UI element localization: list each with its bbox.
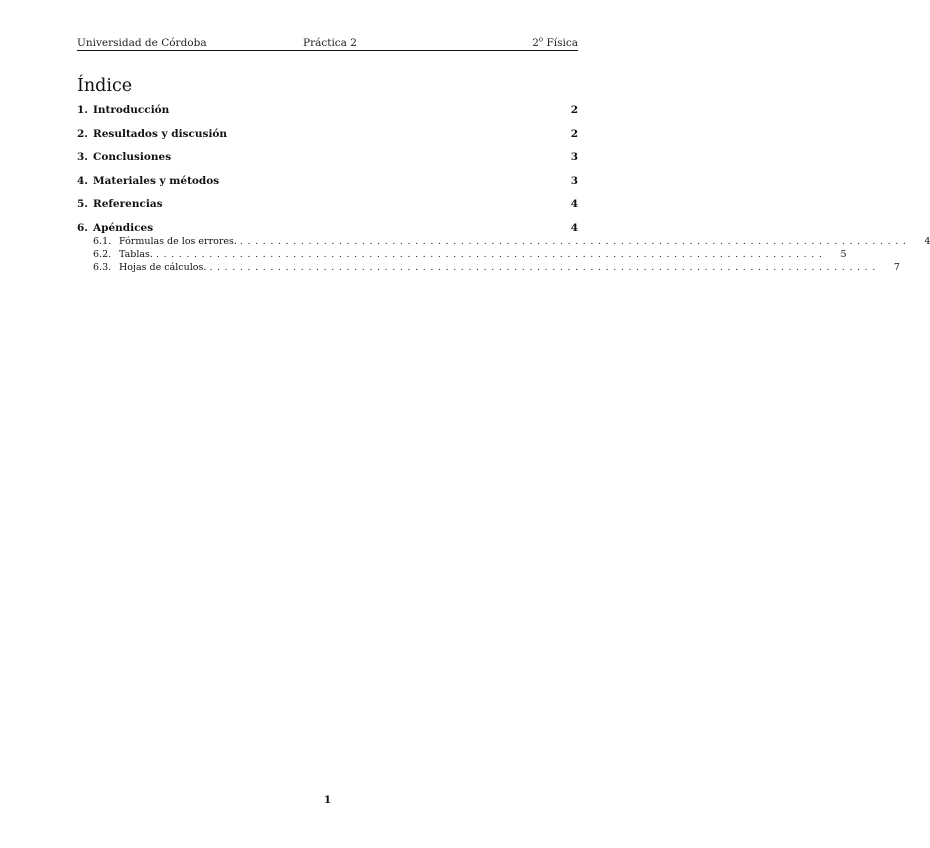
header-course-subject: Física (543, 37, 578, 49)
page-number: 1 (323, 794, 332, 806)
toc-subsection-tablas[interactable] (93, 249, 847, 261)
toc-section-page: 2 (570, 104, 578, 116)
toc-section-title: Resultados y discusión (93, 128, 228, 140)
toc-dot-leader: ........................................................................................ (239, 236, 911, 247)
toc-section-number: 4. (77, 175, 88, 187)
toc-dot-leader: ........................................................................................ (155, 249, 827, 260)
header-practice: Práctica 2 (303, 37, 357, 49)
toc-subsection-number: 6.1. (93, 236, 112, 247)
toc-section-number: 6. (77, 222, 88, 234)
toc-section-materiales[interactable] (77, 175, 578, 189)
toc-section-introduccion[interactable] (77, 104, 578, 118)
header-course-ordinal: o (538, 35, 544, 44)
toc-section-title: Conclusiones (93, 151, 172, 163)
toc-subsection-page: 5 (840, 249, 847, 260)
toc-subsection-formulas[interactable] (93, 236, 930, 248)
toc-subsection-page: 4 (924, 236, 930, 247)
toc-section-page: 3 (570, 151, 578, 163)
toc-subsection-hojas[interactable] (93, 262, 900, 274)
toc-subsection-title: Tablas. (119, 249, 153, 260)
toc-subsection-title: Hojas de cálculos. (119, 262, 207, 273)
header-course-number: 2 (532, 37, 539, 49)
toc-title: Índice (77, 76, 133, 96)
toc-section-referencias[interactable] (77, 198, 578, 212)
toc-subsection-page: 7 (893, 262, 900, 273)
running-header (77, 37, 578, 51)
toc-section-title: Apéndices (93, 222, 154, 234)
toc-section-page: 2 (570, 128, 578, 140)
toc-section-title: Materiales y métodos (93, 175, 220, 187)
toc-section-page: 4 (570, 198, 578, 210)
toc-subsection-title: Fórmulas de los errores. (119, 236, 237, 247)
toc-section-title: Introducción (93, 104, 170, 116)
toc-section-page: 4 (570, 222, 578, 234)
toc-section-number: 1. (77, 104, 88, 116)
toc-section-title: Referencias (93, 198, 163, 210)
toc-dot-leader: ........................................................................................ (209, 262, 880, 273)
toc-section-number: 3. (77, 151, 88, 163)
toc-section-conclusiones[interactable] (77, 151, 578, 165)
header-rule (77, 50, 578, 51)
toc-section-number: 2. (77, 128, 88, 140)
header-course (532, 37, 578, 49)
toc-section-page: 3 (570, 175, 578, 187)
toc-subsection-number: 6.3. (93, 262, 112, 273)
toc-section-number: 5. (77, 198, 88, 210)
header-university: Universidad de Córdoba (77, 37, 207, 49)
toc-section-apendices[interactable] (77, 222, 578, 236)
toc-subsection-number: 6.2. (93, 249, 112, 260)
toc-section-resultados[interactable] (77, 128, 578, 142)
